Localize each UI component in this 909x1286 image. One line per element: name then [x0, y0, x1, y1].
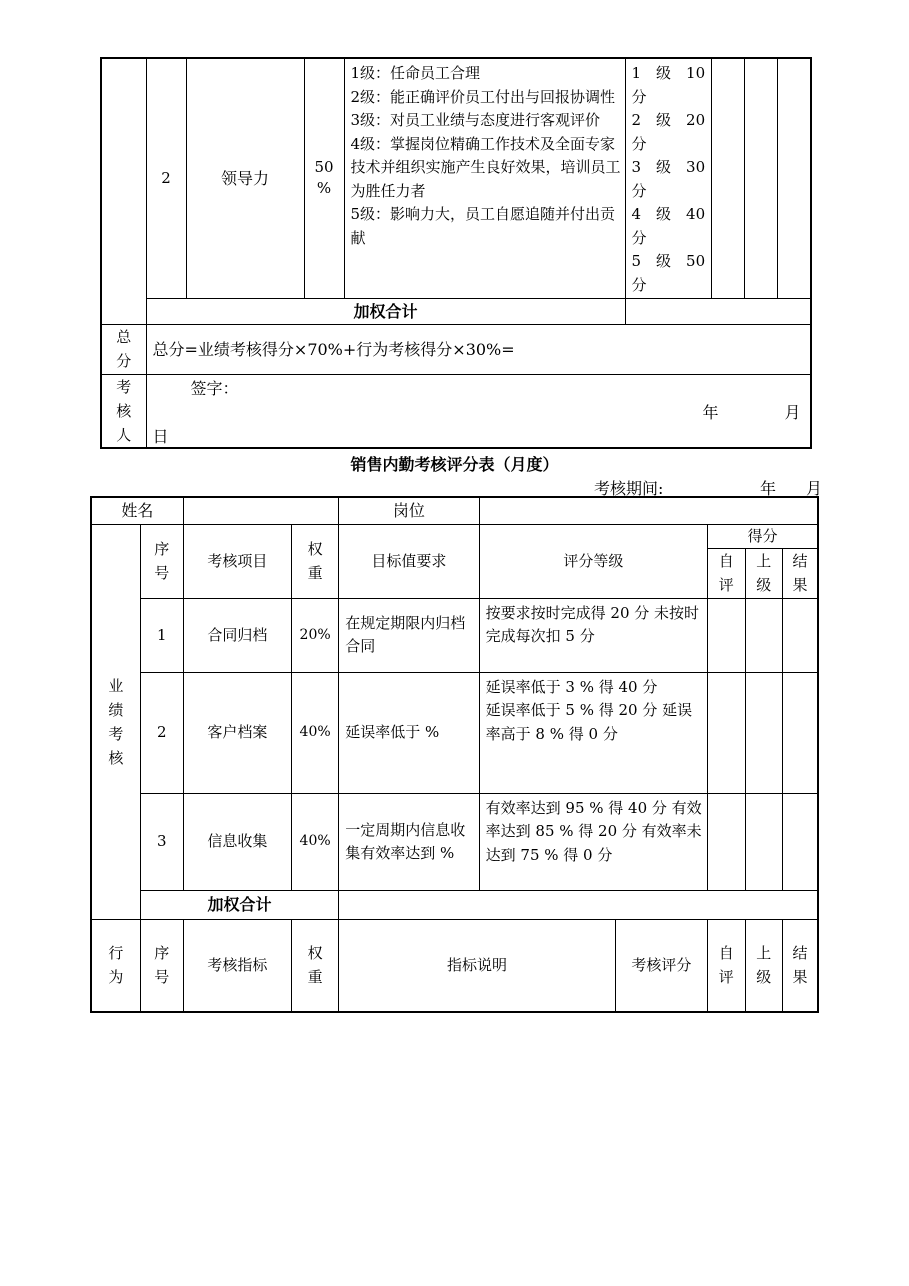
behavior-header-self-2: 评 — [718, 968, 734, 987]
name-field[interactable] — [183, 497, 338, 524]
position-label: 岗位 — [339, 497, 479, 524]
behavior-header-no-2: 号 — [154, 968, 170, 987]
reviewer-label — [101, 374, 146, 448]
signature-area[interactable] — [146, 374, 811, 448]
row-2-target: 延误率低于 % — [339, 672, 479, 793]
row-3-target: 一定周期内信息收集有效率达到 % — [339, 793, 479, 890]
score-5-a: 5 级 50 — [631, 252, 706, 270]
header-superior — [745, 548, 783, 598]
behavior-header-self-1: 自 — [718, 944, 734, 963]
behavior-header-self — [708, 919, 746, 1012]
perf-char-1: 业 — [108, 676, 124, 695]
level-4: 4级：掌握岗位精确工作技术及全面专家技术并组织实施产生良好效果，培训员工为胜任力者 — [350, 134, 621, 200]
header-no-1: 序 — [154, 540, 170, 558]
form-title: 销售内勤考核评分表（月度） — [350, 455, 559, 474]
weight-value: 50 — [314, 158, 334, 177]
header-self — [708, 548, 746, 598]
header-grade: 评分等级 — [479, 524, 707, 598]
behavior-header-result — [783, 919, 818, 1012]
score-5-b: 分 — [631, 275, 647, 294]
behavior-header-weight-2: 重 — [307, 968, 323, 987]
level-2: 2级：能正确评价员工付出与回报协调性 — [350, 87, 616, 106]
reviewer-label-2: 核 — [116, 401, 132, 420]
header-weight-2: 重 — [307, 564, 323, 582]
perf-char-4: 核 — [108, 748, 124, 767]
row-1-result[interactable] — [783, 598, 818, 672]
behavior-header-result-1: 结 — [792, 944, 808, 963]
row-2-weight: 40% — [292, 672, 339, 793]
behavior-header-result-2: 果 — [792, 968, 808, 987]
behavior-header-superior — [745, 919, 783, 1012]
behavior-header-indicator: 考核指标 — [183, 919, 291, 1012]
total-label — [101, 324, 146, 374]
row-2-self[interactable] — [708, 672, 746, 793]
header-self-1: 自 — [718, 552, 734, 570]
score-3-a: 3 级 30 — [631, 158, 706, 176]
behavior-header-superior-1: 上 — [756, 944, 772, 963]
header-item: 考核项目 — [183, 524, 291, 598]
row-3-grade: 有效率达到 95 % 得 40 分 有效率达到 85 % 得 20 分 有效率未达到 75 % 得 0 分 — [479, 793, 707, 890]
weight-unit: % — [316, 179, 332, 198]
superior-score-cell[interactable] — [744, 58, 777, 298]
name-label: 姓名 — [91, 497, 183, 524]
row-number: 2 — [146, 58, 186, 298]
header-superior-2: 级 — [756, 576, 772, 594]
level-scores — [625, 58, 711, 298]
row-1-superior[interactable] — [745, 598, 783, 672]
row-1-item: 合同归档 — [183, 598, 291, 672]
row-1-target: 在规定期限内归档合同 — [339, 598, 479, 672]
row-1-weight: 20% — [292, 598, 339, 672]
score-2-a: 2 级 20 — [631, 111, 706, 129]
previous-evaluation-table — [100, 57, 812, 449]
performance-section-label — [91, 524, 140, 919]
period-year: 年 — [760, 479, 777, 498]
level-3: 3级：对员工业绩与态度进行客观评价 — [350, 111, 601, 129]
period-label: 考核期间: — [594, 479, 664, 498]
level-1: 1级：任命员工合理 — [350, 64, 481, 82]
row-3-weight: 40% — [292, 793, 339, 890]
weighted-total-value[interactable] — [625, 298, 811, 324]
item-leadership: 领导力 — [186, 58, 304, 298]
behavior-char-2: 为 — [108, 968, 124, 987]
behavior-section-label — [91, 919, 140, 1012]
row-3-result[interactable] — [783, 793, 818, 890]
section-cell — [101, 58, 146, 324]
score-4-b: 分 — [631, 228, 647, 247]
behavior-header-eval: 考核评分 — [615, 919, 707, 1012]
behavior-header-weight — [292, 919, 339, 1012]
reviewer-label-3: 人 — [116, 425, 132, 444]
header-no — [140, 524, 183, 598]
header-result-2: 果 — [792, 576, 808, 594]
row-2-result[interactable] — [783, 672, 818, 793]
self-score-cell[interactable] — [711, 58, 744, 298]
signature-day: 日 — [152, 426, 169, 446]
row-2-superior[interactable] — [745, 672, 783, 793]
score-3-b: 分 — [631, 181, 647, 200]
sales-assistant-evaluation-table — [90, 496, 819, 1013]
header-score: 得分 — [708, 524, 818, 548]
row-1-self[interactable] — [708, 598, 746, 672]
signature-month: 月 — [784, 402, 801, 422]
signature-label: 签字： — [190, 378, 239, 398]
header-self-2: 评 — [718, 576, 734, 594]
row-1-no: 1 — [140, 598, 183, 672]
row-2-item: 客户档案 — [183, 672, 291, 793]
behavior-header-no — [140, 919, 183, 1012]
row-3-no: 3 — [140, 793, 183, 890]
total-label-2: 分 — [116, 352, 132, 370]
result-cell[interactable] — [777, 58, 811, 298]
header-target: 目标值要求 — [339, 524, 479, 598]
period-month: 月 — [806, 479, 823, 498]
level-descriptions — [344, 58, 625, 298]
behavior-header-superior-2: 级 — [756, 968, 772, 987]
score-1-a: 1 级 10 — [631, 64, 706, 82]
row-3-superior[interactable] — [745, 793, 783, 890]
score-1-b: 分 — [631, 87, 647, 106]
header-no-2: 号 — [154, 564, 170, 582]
row-3-self[interactable] — [708, 793, 746, 890]
row-2-no: 2 — [140, 672, 183, 793]
row-2-grade-line-1: 延误率低于 3 % 得 40 分 — [485, 677, 658, 696]
row-2-grade-line-2: 延误率低于 5 % 得 20 分 延误率高于 8 % 得 0 分 — [485, 701, 693, 743]
performance-weighted-total-value[interactable] — [339, 890, 818, 919]
behavior-char-1: 行 — [108, 944, 124, 963]
total-formula: 总分=业绩考核得分×70%+行为考核得分×30%= — [146, 324, 811, 374]
behavior-header-desc: 指标说明 — [339, 919, 616, 1012]
reviewer-label-1: 考 — [116, 377, 132, 396]
perf-char-2: 绩 — [108, 700, 124, 719]
header-superior-1: 上 — [756, 552, 772, 570]
behavior-header-no-1: 序 — [154, 944, 170, 963]
row-1-grade: 按要求按时完成得 20 分 未按时完成每次扣 5 分 — [479, 598, 707, 672]
header-result — [783, 548, 818, 598]
header-weight — [292, 524, 339, 598]
header-result-1: 结 — [792, 552, 808, 570]
signature-year: 年 — [702, 402, 719, 422]
header-weight-1: 权 — [307, 540, 323, 558]
performance-weighted-total-label: 加权合计 — [140, 890, 338, 919]
behavior-header-weight-1: 权 — [307, 944, 323, 963]
row-3-item: 信息收集 — [183, 793, 291, 890]
score-2-b: 分 — [631, 134, 647, 153]
row-2-grade — [479, 672, 707, 793]
weight-cell — [304, 58, 344, 298]
score-4-a: 4 级 40 — [631, 205, 706, 223]
position-field[interactable] — [479, 497, 818, 524]
total-label-1: 总 — [116, 328, 132, 346]
weighted-total-label: 加权合计 — [146, 298, 625, 324]
perf-char-3: 考 — [108, 724, 124, 743]
level-5: 5级：影响力大，员工自愿追随并付出贡献 — [350, 205, 616, 247]
